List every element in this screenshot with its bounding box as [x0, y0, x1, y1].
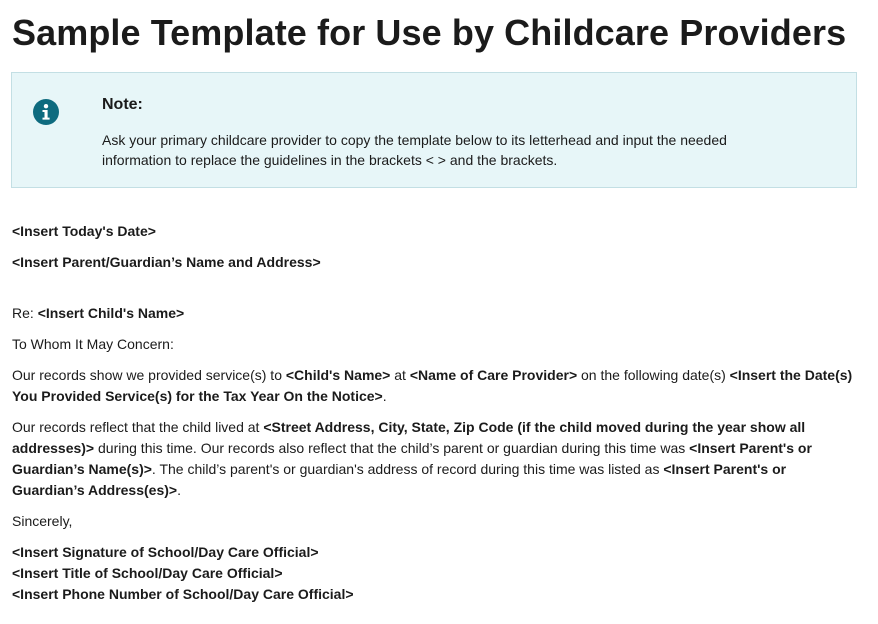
letter-salutation: To Whom It May Concern: [12, 336, 174, 352]
letter-recipient: <Insert Parent/Guardian’s Name and Address> [12, 254, 321, 270]
re-prefix: Re: [12, 305, 38, 321]
letter-re-line [12, 303, 860, 324]
p1-child-name: <Child's Name> [285, 367, 391, 383]
p1-text-1: Our records show we provided service(s) to [12, 367, 286, 383]
letter-template [12, 221, 860, 605]
p2-text-4: . [177, 482, 181, 498]
p1-dates: <Insert the Date(s) You Provided Service(s) for the Tax Year On the Notice> [12, 367, 853, 404]
p2-text-2: during this time. Our records also reflect that the child’s parent or guardian during this time was [94, 440, 690, 456]
page-title: Sample Template for Use by Childcare Providers [12, 12, 847, 53]
note-body: Ask your primary childcare provider to copy the template below to its letterhead and input the needed information to replace the guidelines in the brackets < > and the brackets. [102, 132, 727, 168]
letter-date: <Insert Today's Date> [12, 223, 156, 239]
note-title: Note: [102, 96, 143, 113]
signature-line: <Insert Signature of School/Day Care Official> [12, 544, 319, 560]
phone-line: <Insert Phone Number of School/Day Care Official> [12, 586, 354, 602]
p1-text-4: . [382, 388, 387, 404]
title-line: <Insert Title of School/Day Care Official> [12, 565, 283, 581]
p2-guardian-name: <Insert Parent's or Guardian’s Name(s)> [12, 440, 812, 477]
p2-address: <Street Address, City, State, Zip Code (if the child moved during the year show all addresses)> [12, 419, 806, 456]
note-box [11, 72, 857, 188]
p2-text-3: . The child’s parent's or guardian's address of record during this time was listed as [151, 461, 664, 477]
info-icon [33, 99, 59, 125]
letter-paragraph-1 [12, 365, 860, 407]
p2-guardian-address: <Insert Parent's or Guardian’s Address(es)> [12, 461, 787, 498]
p2-text-1: Our records reflect that the child lived at [12, 419, 264, 435]
letter-paragraph-2 [12, 417, 860, 501]
p1-care-provider: <Name of Care Provider> [409, 367, 578, 383]
p1-text-2: at [390, 367, 410, 383]
p1-text-3: on the following date(s) [577, 367, 730, 383]
letter-closing: Sincerely, [12, 513, 73, 529]
re-child-name: <Insert Child's Name> [37, 305, 185, 321]
